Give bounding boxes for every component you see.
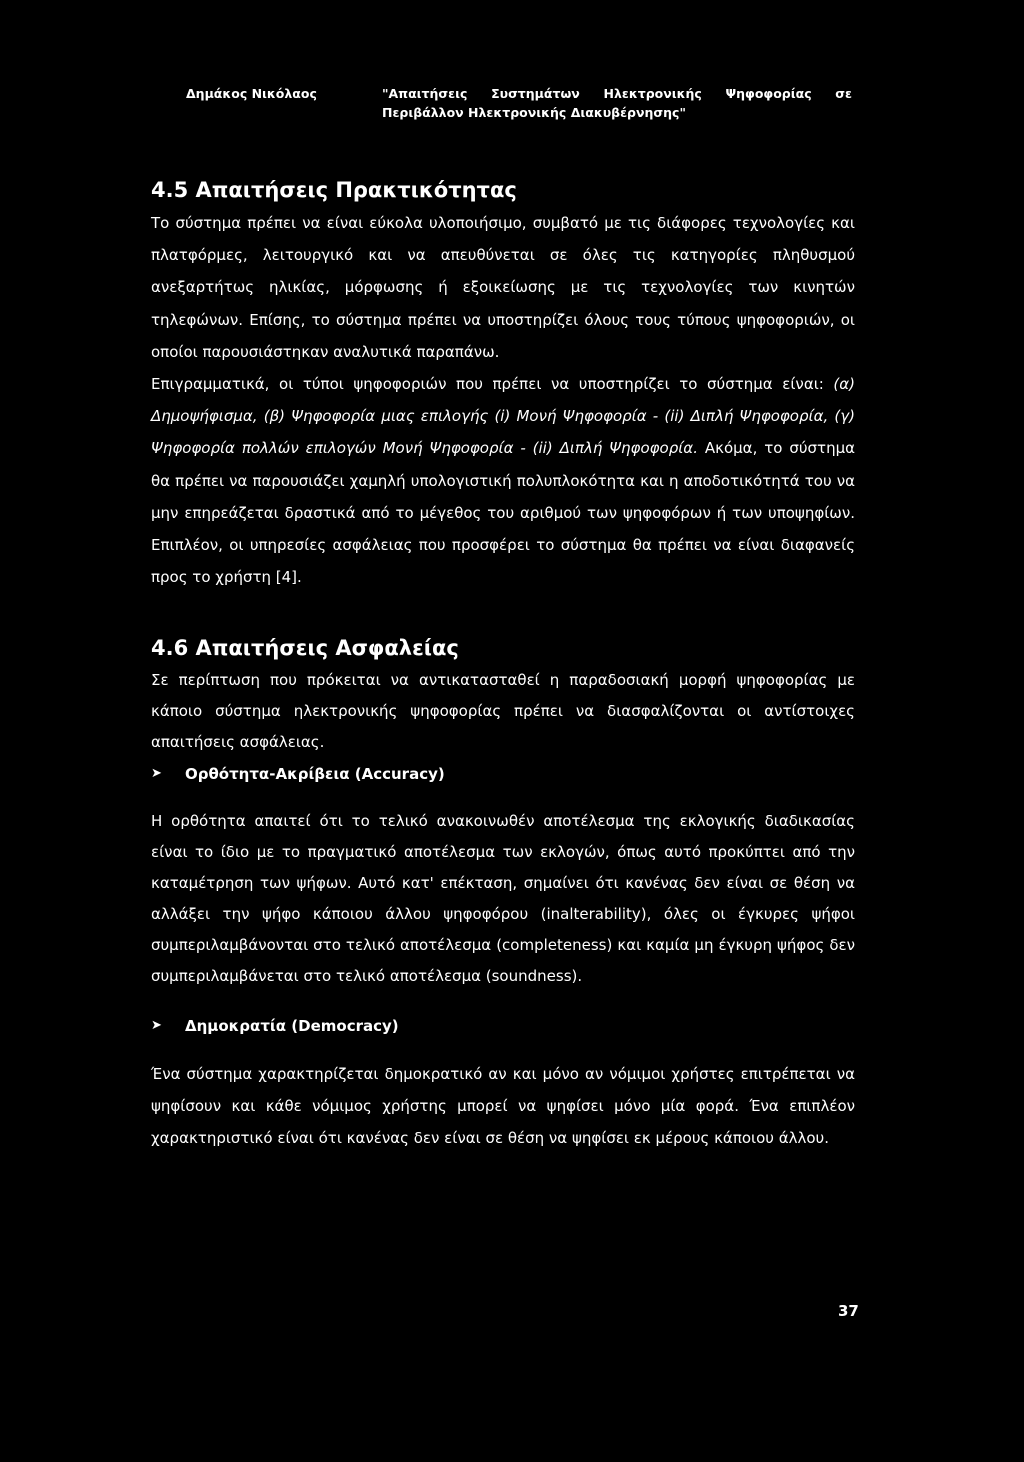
paragraph-accuracy: Η ορθότητα απαιτεί ότι το τελικό ανακοινωθέν αποτέλεσμα της εκλογικής διαδικασίας είναι το ίδιο με το πραγματικό αποτέλεσμα των εκλογών, όπως αυτό προκύπτει από την καταμέτρηση των ψήφων. Αυτό κατ' επέκταση, σημαίνει ότι κανένας δεν είναι σε θέση να αλλάξει την ψήφο κάποιου άλλου ψηφοφόρου (inalterability), όλες οι έγκυρες ψήφοι συμπεριλαμβάνονται στο τελικό αποτέλεσμα (completeness) και καμία μη έγκυρη ψήφος δεν συμπεριλαμβάνεται στο τελικό αποτέλεσμα (soundness). bbox=[151, 812, 855, 985]
democracy-block bbox=[151, 1058, 855, 1154]
section-security-requirements bbox=[151, 631, 855, 1154]
paragraph-security-intro: Σε περίπτωση που πρόκειται να αντικατασταθεί η παραδοσιακή μορφή ψηφοφορίας με κάποιο σύστημα ηλεκτρονικής ψηφοφορίας πρέπει να διασφαλίζονται οι αντίστοιχες απαιτήσεις ασφάλειας. bbox=[151, 671, 855, 751]
paragraph-democracy: Ένα σύστημα χαρακτηρίζεται δημοκρατικό αν και μόνο αν νόμιμοι χρήστες επιτρέπεται να ψηφίσουν και κάθε νόμιμος χρήστης μπορεί να ψηφίσει μόνο μία φορά. Ένα επιπλέον χαρακτηριστικό είναι ότι κανένας δεν είναι σε θέση να ψηφίσει εκ μέρους κάποιου άλλου. bbox=[151, 1065, 855, 1147]
accuracy-block bbox=[151, 806, 855, 992]
voting-types-rest: Ακόμα, το σύστημα θα πρέπει να παρουσιάζει χαμηλή υπολογιστική πολυπλοκότητα και η αποδοτικότητά του να μην επηρεάζεται δραστικά από το μέγεθος του αριθμού των ψηφοφόρων ή των υποψηφίων. Επιπλέον, οι υπηρεσίες ασφάλειας που προσφέρει το σύστημα θα πρέπει να είναι διαφανείς προς το χρήστη [4]. bbox=[151, 439, 856, 587]
section-heading-practicality: 4.5 Απαιτήσεις Πρακτικότητας bbox=[151, 178, 517, 202]
paragraph-voting-types bbox=[151, 368, 855, 593]
arrow-bullet-icon: ➤ bbox=[151, 1018, 162, 1033]
bullet-democracy-title: Δημοκρατία (Democracy) bbox=[185, 1017, 399, 1035]
header-thesis-title: "Απαιτήσεις Συστημάτων Ηλεκτρονικής Ψηφοφορίας σε Περιβάλλον Ηλεκτρονικής Διακυβέρνησης" bbox=[382, 86, 852, 120]
section-practicality-requirements bbox=[151, 173, 855, 593]
page-number: 37 bbox=[838, 1302, 859, 1320]
voting-types-lead: Επιγραμματικά, οι τύποι ψηφοφοριών που πρέπει να υποστηρίζει το σύστημα είναι: bbox=[151, 375, 834, 394]
paragraph-practicality-intro: Το σύστημα πρέπει να είναι εύκολα υλοποιήσιμο, συμβατό με τις διάφορες τεχνολογίες και πλατφόρμες, λειτουργικό και να απευθύνεται σε όλες τις κατηγορίες πληθυσμού ανεξαρτήτως ηλικίας, μόρφωσης ή εξοικείωσης με τις τεχνολογίες των κινητών τηλεφώνων. Επίσης, το σύστημα πρέπει να υποστηρίζει όλους τους τύπους ψηφοφοριών, οι οποίοι παρουσιάστηκαν αναλυτικά παραπάνω. bbox=[151, 214, 855, 361]
arrow-bullet-icon: ➤ bbox=[151, 766, 162, 781]
bullet-accuracy bbox=[151, 760, 855, 788]
bullet-accuracy-title: Ορθότητα-Ακρίβεια (Accuracy) bbox=[185, 765, 445, 783]
bullet-democracy bbox=[151, 1012, 855, 1040]
header-author: Δημάκος Νικόλαος bbox=[186, 86, 317, 101]
voting-types-list: (α) Δημοψήφισμα, (β) Ψηφοφορία μιας επιλογής (i) Μονή Ψηφοφορία - (ii) Διπλή Ψηφοφορία, (γ) Ψηφοφορία πολλών επιλογών Μονή Ψηφοφορία - (ii) Διπλή Ψηφοφορία. bbox=[151, 375, 855, 458]
section-heading-security: 4.6 Απαιτήσεις Ασφαλείας bbox=[151, 636, 459, 660]
